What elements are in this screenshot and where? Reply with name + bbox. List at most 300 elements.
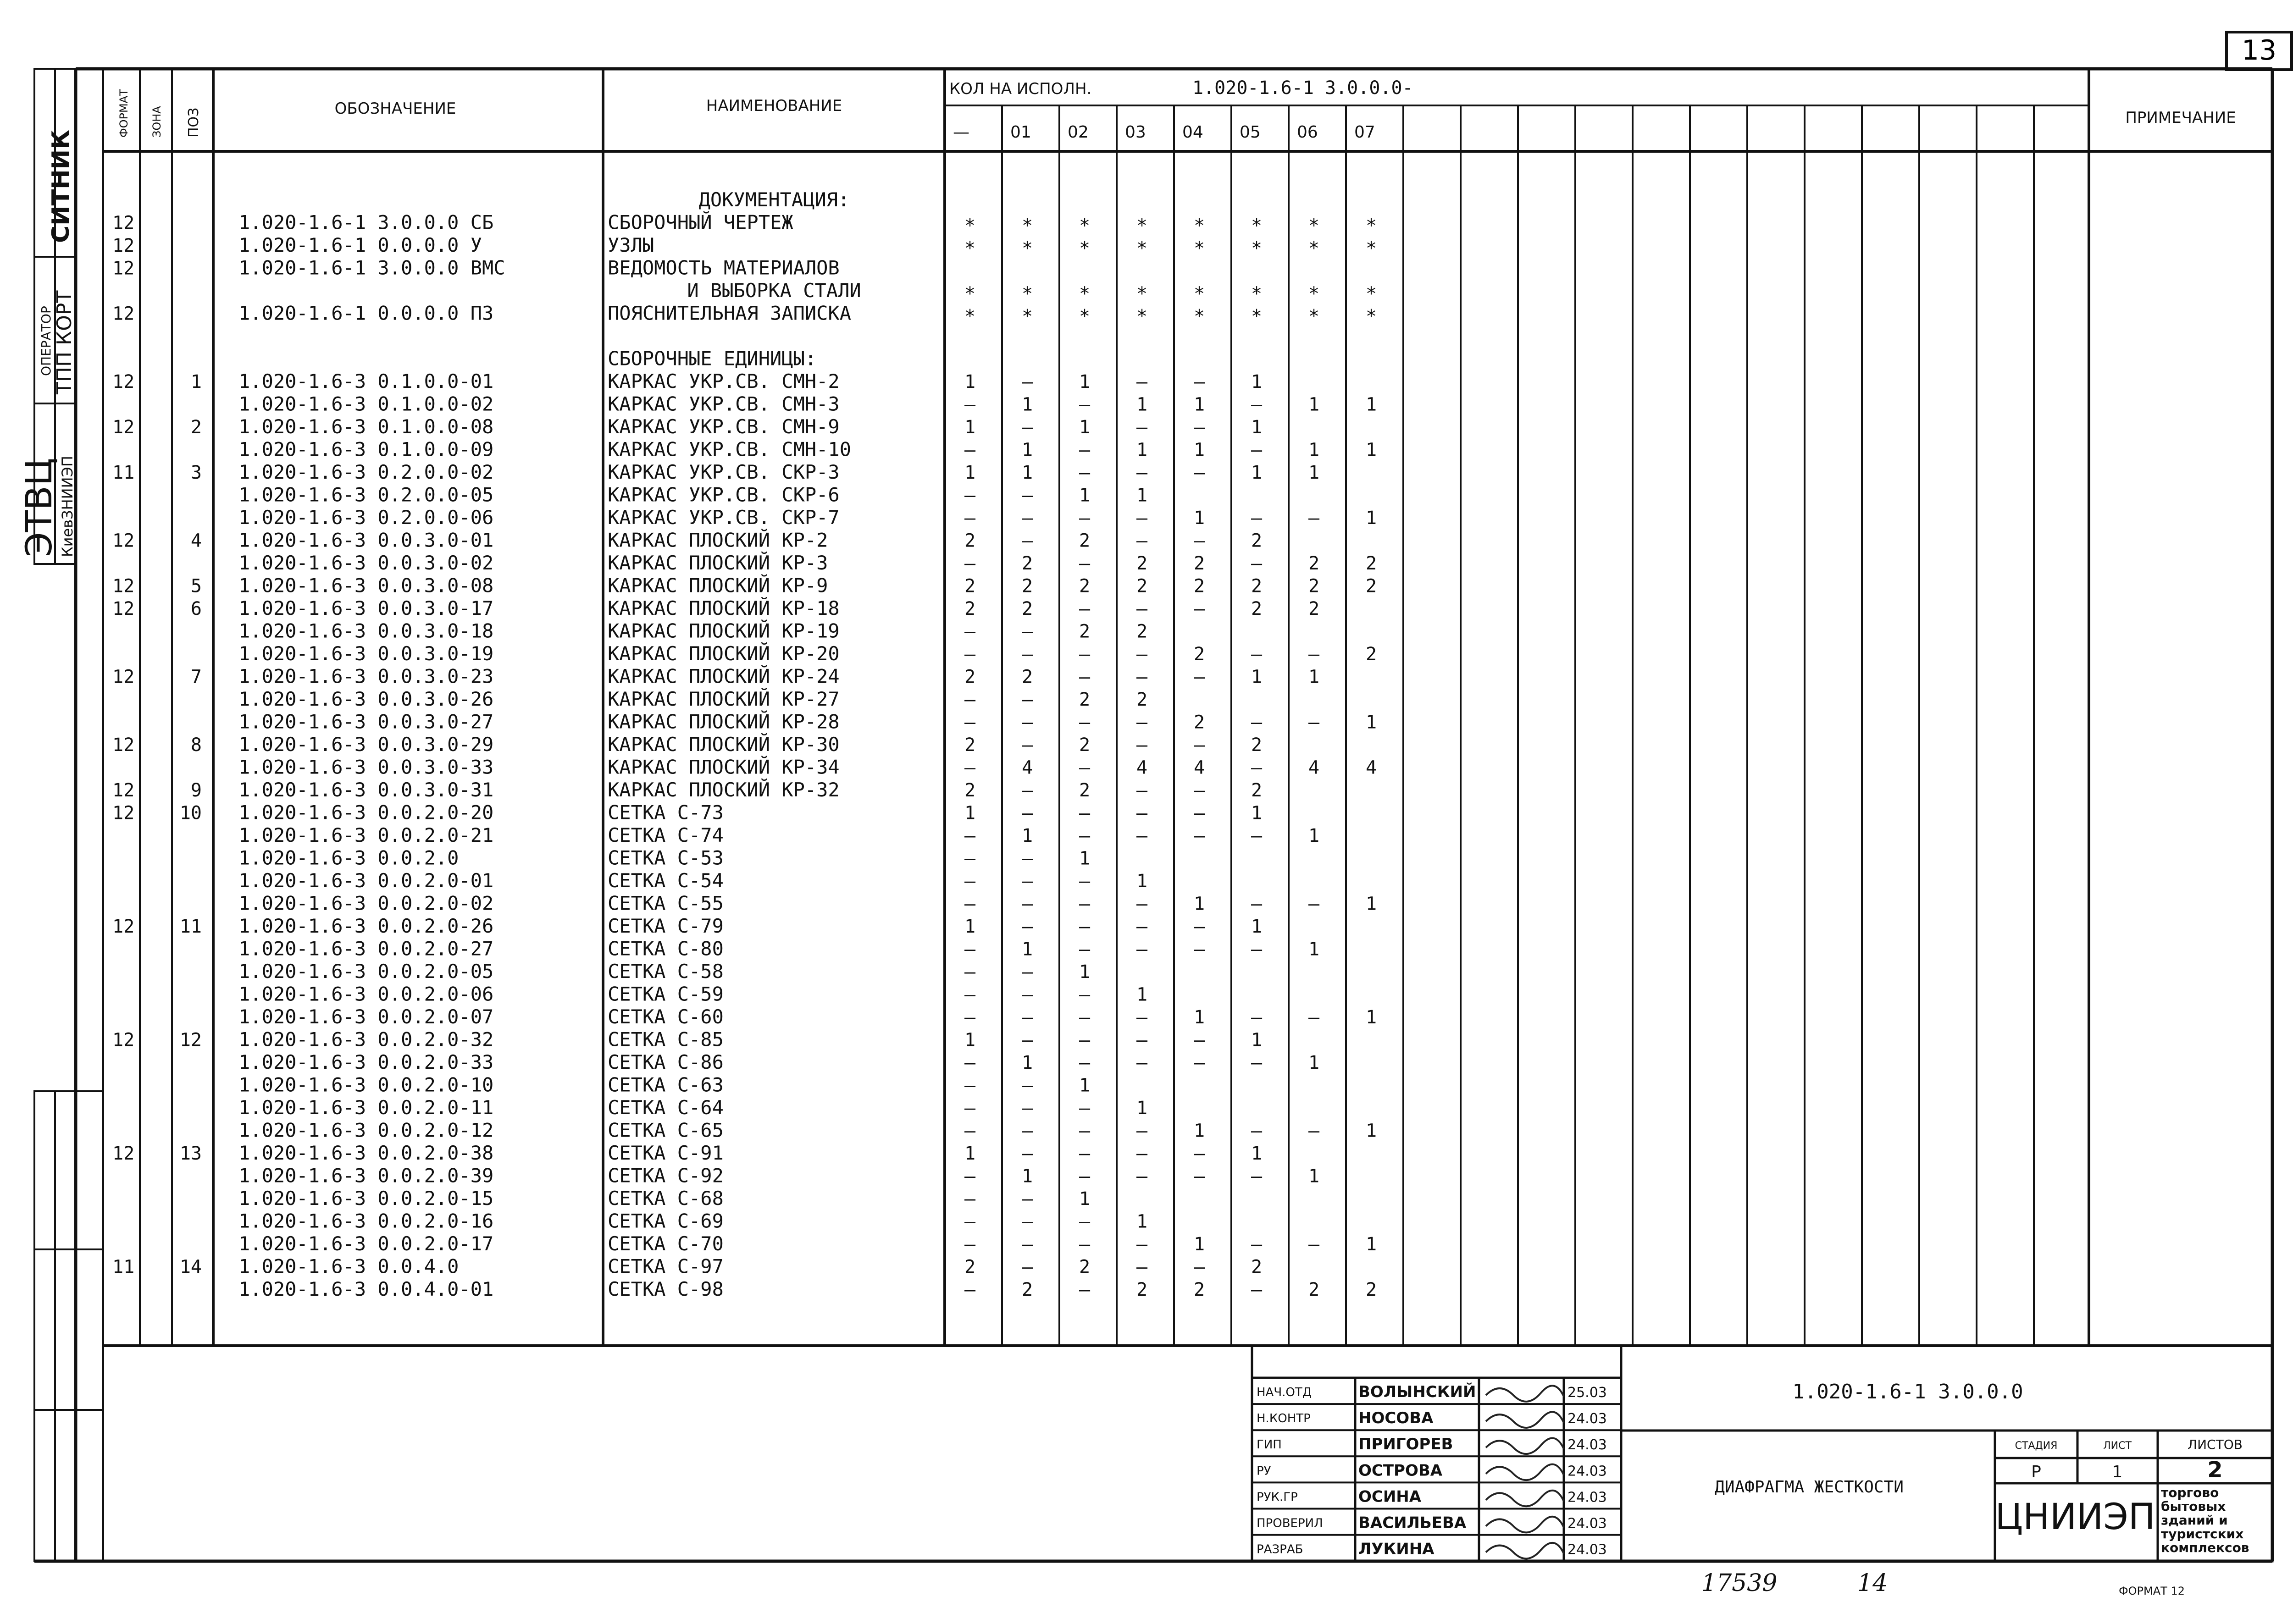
cell-name: СЕТКА С-86 (608, 1051, 724, 1073)
cell-qty: — (1021, 712, 1033, 733)
cell-qty: 1 (1136, 439, 1148, 461)
cell-qty: — (1136, 1120, 1148, 1142)
cell-qty: — (1136, 666, 1148, 688)
cell-qty: — (1136, 1234, 1148, 1255)
cell-qty: — (1079, 802, 1091, 824)
cell-qty: — (1021, 871, 1033, 892)
cell-format: 12 (112, 235, 135, 256)
cell-qty: — (1079, 1120, 1091, 1142)
cell-qty: — (1251, 1120, 1263, 1142)
cell-format: 11 (112, 462, 135, 483)
cell-qty: — (1136, 735, 1148, 756)
cell-qty: 1 (1079, 1075, 1091, 1096)
cell-designation: 1.020-1.6-3 0.0.3.0-33 (238, 756, 494, 779)
cell-qty: 2 (1193, 553, 1205, 574)
cell-pos: 10 (179, 802, 202, 824)
cell-qty: 1 (964, 1143, 976, 1164)
cell-format: 12 (112, 802, 135, 824)
cell-pos: 5 (190, 575, 202, 597)
signer-date: 24.03 (1567, 1515, 1607, 1532)
cell-qty: 2 (1251, 780, 1263, 801)
cell-designation: 1.020-1.6-1 0.0.0.0 У (238, 234, 482, 256)
cell-qty: — (1021, 735, 1033, 756)
cell-qty: — (1021, 1098, 1033, 1119)
header-format: ФОРМАТ (117, 89, 130, 138)
cell-name: КАРКАС УКР.СВ. СМН-3 (608, 392, 840, 415)
cell-qty: 2 (1136, 553, 1148, 574)
cell-qty: * (1365, 306, 1377, 327)
cell-qty: — (1079, 939, 1091, 960)
org-subtitle-line: комплексов (2161, 1540, 2249, 1555)
cell-qty: — (1136, 1052, 1148, 1073)
cell-name: ПОЯСНИТЕЛЬНАЯ ЗАПИСКА (608, 302, 852, 325)
cell-qty: 1 (1079, 371, 1091, 392)
cell-qty: — (1021, 780, 1033, 801)
cell-qty: — (1251, 1234, 1263, 1255)
header-qty-code: 1.020-1.6-1 3.0.0.0- (1192, 77, 1413, 99)
cell-qty: — (1251, 553, 1263, 574)
sheets-value: 2 (2207, 1457, 2223, 1483)
cell-qty: — (1021, 530, 1033, 552)
cell-format: 12 (112, 1029, 135, 1051)
cell-name: СЕТКА С-54 (608, 869, 724, 892)
cell-qty: * (1365, 215, 1377, 237)
cell-designation: 1.020-1.6-3 0.0.4.0 (238, 1255, 459, 1278)
cell-qty: — (1136, 371, 1148, 392)
table-row (112, 461, 1319, 483)
cell-qty: * (1308, 306, 1320, 327)
cell-format: 11 (112, 1256, 135, 1278)
cell-pos: 11 (179, 916, 202, 937)
cell-qty: 1 (964, 417, 976, 438)
cell-qty: 1 (964, 802, 976, 824)
cell-pos: 6 (190, 598, 202, 619)
cell-qty: — (964, 485, 976, 506)
cell-designation: 1.020-1.6-3 0.2.0.0-05 (238, 483, 494, 506)
cell-qty: 4 (1136, 757, 1148, 779)
cell-qty: 1 (1136, 871, 1148, 892)
cell-qty: * (1193, 306, 1205, 327)
cell-name: СБОРОЧНЫЕ ЕДИНИЦЫ: (608, 347, 817, 370)
format-label: ФОРМАТ 12 (2119, 1585, 2185, 1597)
doc-title: ДИАФРАГМА ЖЕСТКОСТИ (1715, 1478, 1904, 1497)
cell-qty: — (1021, 1029, 1033, 1051)
cell-designation: 1.020-1.6-3 0.0.2.0-39 (238, 1164, 494, 1187)
cell-qty: * (1251, 238, 1263, 259)
cell-pos: 12 (179, 1029, 202, 1051)
cell-designation: 1.020-1.6-3 0.0.2.0-26 (238, 915, 494, 937)
cell-qty: — (1193, 598, 1205, 619)
signer-date: 24.03 (1567, 1411, 1607, 1427)
cell-pos: 9 (190, 780, 202, 801)
cell-name: КАРКАС ПЛОСКИЙ КР-19 (608, 619, 840, 642)
cell-qty: * (1308, 283, 1320, 304)
cell-qty: 2 (1365, 575, 1377, 597)
cell-qty: 1 (1308, 462, 1320, 483)
cell-qty: 2 (1308, 1279, 1320, 1300)
cell-qty: 1 (1251, 666, 1263, 688)
cell-qty: 2 (964, 598, 976, 619)
cell-qty: 2 (1021, 553, 1033, 574)
cell-qty: 2 (1079, 780, 1091, 801)
signer-role: РУ (1257, 1464, 1271, 1478)
cell-qty: — (1079, 1029, 1091, 1051)
cell-designation: 1.020-1.6-3 0.0.2.0-20 (238, 801, 494, 824)
cell-qty: — (964, 1166, 976, 1187)
cell-name: СЕТКА С-92 (608, 1164, 724, 1187)
cell-qty: 1 (1365, 712, 1377, 733)
header-pos: ПОЗ (186, 107, 202, 138)
cell-name: КАРКАС ПЛОСКИЙ КР-24 (608, 665, 840, 688)
cell-qty: 1 (1365, 1007, 1377, 1028)
cell-qty: 2 (1136, 1279, 1148, 1300)
cell-name: КАРКАС ПЛОСКИЙ КР-28 (608, 710, 840, 733)
sheets-label: ЛИСТОВ (2188, 1437, 2243, 1452)
cell-format: 12 (112, 916, 135, 937)
cell-qty: — (1021, 1075, 1033, 1096)
cell-qty: — (1021, 1188, 1033, 1210)
cell-qty: 1 (964, 462, 976, 483)
cell-qty: 4 (1193, 757, 1205, 779)
cell-qty: 1 (1308, 666, 1320, 688)
cell-qty: 2 (1308, 553, 1320, 574)
cell-qty: — (964, 1120, 976, 1142)
variant-header: 02 (1068, 123, 1089, 142)
cell-qty: 2 (964, 1256, 976, 1278)
cell-designation: 1.020-1.6-3 0.0.2.0-27 (238, 937, 494, 960)
cell-designation: 1.020-1.6-3 0.0.3.0-08 (238, 574, 494, 597)
cell-qty: * (964, 306, 976, 327)
cell-designation: 1.020-1.6-3 0.0.2.0-06 (238, 983, 494, 1005)
cell-qty: — (964, 394, 976, 415)
cell-qty: — (1308, 1234, 1320, 1255)
cell-qty: — (1251, 893, 1263, 915)
stamp-etvc: ЭТВЦ (19, 458, 60, 557)
cell-qty: * (1079, 238, 1091, 259)
cell-name: СЕТКА С-58 (608, 960, 724, 983)
cell-qty: — (1079, 1007, 1091, 1028)
cell-designation: 1.020-1.6-3 0.0.3.0-31 (238, 779, 494, 801)
cell-qty: 2 (1021, 666, 1033, 688)
cell-qty: — (1136, 825, 1148, 846)
cell-qty: 1 (1193, 439, 1205, 461)
cell-qty: — (964, 1279, 976, 1300)
cell-name: СЕТКА С-97 (608, 1255, 724, 1278)
sheet-value: 1 (2112, 1463, 2123, 1481)
table-row (112, 597, 1319, 619)
cell-qty: — (964, 825, 976, 846)
cell-qty: — (1251, 825, 1263, 846)
variant-header: 07 (1354, 123, 1375, 142)
stage-value: Р (2031, 1463, 2041, 1481)
cell-pos: 7 (190, 666, 202, 688)
cell-qty: 2 (1136, 689, 1148, 710)
cell-qty: 2 (1079, 1256, 1091, 1278)
cell-qty: — (1021, 1234, 1033, 1255)
cell-qty: — (1021, 417, 1033, 438)
cell-qty: 2 (1365, 553, 1377, 574)
cell-qty: * (1079, 283, 1091, 304)
cell-qty: — (1136, 1143, 1148, 1164)
cell-qty: 2 (1079, 735, 1091, 756)
cell-qty: 1 (1251, 916, 1263, 937)
cell-qty: 1 (1365, 508, 1377, 529)
stage-label: СТАДИЯ (2015, 1440, 2058, 1452)
cell-qty: 4 (1021, 757, 1033, 779)
cell-name: СЕТКА С-60 (608, 1005, 724, 1028)
cell-qty: * (1193, 283, 1205, 304)
cell-qty: — (1193, 1143, 1205, 1164)
cell-qty: — (1079, 1098, 1091, 1119)
cell-qty: — (1136, 802, 1148, 824)
cell-qty: 2 (1308, 575, 1320, 597)
cell-qty: — (1193, 1256, 1205, 1278)
cell-qty: — (1193, 802, 1205, 824)
cell-qty: — (1308, 644, 1320, 665)
cell-qty: 1 (1193, 1234, 1205, 1255)
cell-format: 12 (112, 1143, 135, 1164)
cell-qty: — (964, 757, 976, 779)
sheet-number: 13 (2241, 34, 2277, 66)
cell-designation: 1.020-1.6-3 0.0.2.0-11 (238, 1096, 494, 1119)
cell-qty: — (1251, 939, 1263, 960)
cell-designation: 1.020-1.6-3 0.0.2.0-17 (238, 1232, 494, 1255)
cell-qty: — (1308, 1007, 1320, 1028)
signer-name: ОСТРОВА (1358, 1461, 1443, 1480)
cell-qty: 1 (1308, 1052, 1320, 1073)
cell-qty: * (1021, 215, 1033, 237)
signer-date: 24.03 (1567, 1489, 1607, 1506)
cell-qty: — (1193, 417, 1205, 438)
cell-qty: 1 (1193, 508, 1205, 529)
signer-date: 24.03 (1567, 1437, 1607, 1453)
cell-name: КАРКАС УКР.СВ. СКР-7 (608, 506, 840, 529)
cell-qty: 1 (964, 1029, 976, 1051)
cell-qty: — (1079, 1143, 1091, 1164)
cell-name: СЕТКА С-64 (608, 1096, 724, 1119)
cell-qty: 2 (1021, 598, 1033, 619)
cell-qty: — (964, 848, 976, 869)
cell-qty: 2 (964, 575, 976, 597)
table-row (112, 529, 1262, 552)
cell-qty: — (964, 689, 976, 710)
cell-name: КАРКАС УКР.СВ. СМН-10 (608, 438, 852, 461)
cell-format: 12 (112, 417, 135, 438)
cell-qty: — (1079, 984, 1091, 1005)
cell-qty: * (1021, 238, 1033, 259)
cell-qty: — (1193, 939, 1205, 960)
cell-qty: 1 (1021, 439, 1033, 461)
cell-name: КАРКАС ПЛОСКИЙ КР-34 (608, 756, 840, 779)
signer-role: РУК.ГР (1257, 1490, 1298, 1504)
cell-qty: — (1021, 508, 1033, 529)
cell-designation: 1.020-1.6-3 0.0.2.0-15 (238, 1187, 494, 1210)
cell-qty: — (1021, 371, 1033, 392)
cell-qty: * (964, 283, 976, 304)
cell-qty: — (1251, 757, 1263, 779)
cell-qty: — (964, 893, 976, 915)
cell-qty: 1 (1308, 825, 1320, 846)
cell-designation: 1.020-1.6-1 0.0.0.0 ПЗ (238, 302, 494, 325)
cell-qty: * (1193, 238, 1205, 259)
cell-name: КАРКАС ПЛОСКИЙ КР-3 (608, 552, 828, 574)
cell-designation: 1.020-1.6-3 0.0.3.0-01 (238, 529, 494, 552)
cell-qty: — (1251, 712, 1263, 733)
cell-qty: — (1021, 1256, 1033, 1278)
cell-qty: 1 (1136, 485, 1148, 506)
cell-designation: 1.020-1.6-3 0.1.0.0-02 (238, 392, 494, 415)
cell-qty: 1 (1079, 961, 1091, 983)
cell-designation: 1.020-1.6-3 0.0.2.0-32 (238, 1028, 494, 1051)
cell-designation: 1.020-1.6-3 0.0.2.0-38 (238, 1142, 494, 1164)
cell-qty: — (964, 1234, 976, 1255)
cell-name: СЕТКА С-79 (608, 915, 724, 937)
cell-pos: 3 (190, 462, 202, 483)
stamp-kievzniiep: КиевЗНИИЭП (59, 456, 76, 557)
table-row (112, 1028, 1262, 1051)
cell-qty: — (1308, 893, 1320, 915)
cell-qty: — (1079, 644, 1091, 665)
cell-designation: 1.020-1.6-3 0.0.3.0-23 (238, 665, 494, 688)
cell-qty: — (1193, 916, 1205, 937)
cell-qty: — (964, 553, 976, 574)
cell-qty: — (964, 1075, 976, 1096)
cell-format: 12 (112, 735, 135, 756)
cell-qty: * (1251, 215, 1263, 237)
cell-qty: — (1251, 508, 1263, 529)
doc-code: 1.020-1.6-1 3.0.0.0 (1792, 1380, 2023, 1403)
stamp-tpp-kort: ТПП КОРТ (53, 290, 76, 394)
cell-designation: 1.020-1.6-3 0.0.2.0-02 (238, 892, 494, 915)
cell-qty: — (1193, 825, 1205, 846)
cell-qty: * (1365, 238, 1377, 259)
variant-header: 04 (1182, 123, 1203, 142)
cell-name: КАРКАС УКР.СВ. СКР-3 (608, 461, 840, 483)
inventory-number: 17539 (1701, 1569, 1778, 1597)
cell-name: ВЕДОМОСТЬ МАТЕРИАЛОВ (608, 256, 840, 279)
cell-qty: 2 (1251, 530, 1263, 552)
cell-qty: — (1021, 1143, 1033, 1164)
cell-name: КАРКАС ПЛОСКИЙ КР-32 (608, 779, 840, 801)
cell-qty: 1 (1079, 1188, 1091, 1210)
cell-qty: * (1079, 306, 1091, 327)
header-designation: ОБОЗНАЧЕНИЕ (334, 99, 456, 118)
header-zone: ЗОНА (150, 106, 163, 138)
table-row (112, 370, 1262, 392)
cell-qty: — (1136, 644, 1148, 665)
cell-qty: 2 (964, 530, 976, 552)
cell-name: СЕТКА С-74 (608, 824, 724, 846)
signer-date: 25.03 (1567, 1385, 1607, 1401)
cell-pos: 4 (190, 530, 202, 552)
cell-qty: — (1079, 666, 1091, 688)
cell-designation: 1.020-1.6-3 0.0.2.0-16 (238, 1210, 494, 1232)
cell-qty: 2 (1079, 575, 1091, 597)
cell-designation: 1.020-1.6-3 0.0.3.0-19 (238, 642, 494, 665)
cell-format: 12 (112, 780, 135, 801)
cell-qty: — (1079, 893, 1091, 915)
table-row (112, 1142, 1262, 1164)
cell-qty: — (1079, 712, 1091, 733)
cell-name: СЕТКА С-53 (608, 846, 724, 869)
cell-qty: — (1193, 530, 1205, 552)
cell-name: КАРКАС ПЛОСКИЙ КР-27 (608, 688, 840, 710)
cell-format: 12 (112, 575, 135, 597)
cell-qty: * (1308, 238, 1320, 259)
cell-format: 12 (112, 530, 135, 552)
cell-qty: 1 (1021, 1052, 1033, 1073)
table-row (112, 915, 1262, 937)
cell-qty: 2 (1251, 575, 1263, 597)
cell-qty: 1 (1251, 371, 1263, 392)
cell-qty: — (1079, 1211, 1091, 1232)
cell-qty: — (1193, 780, 1205, 801)
cell-qty: 1 (1021, 1166, 1033, 1187)
cell-designation: 1.020-1.6-3 0.0.2.0-12 (238, 1119, 494, 1142)
cell-qty: 1 (1251, 462, 1263, 483)
cell-qty: — (1136, 462, 1148, 483)
cell-qty: 2 (1021, 575, 1033, 597)
cell-designation: 1.020-1.6-3 0.0.4.0-01 (238, 1278, 494, 1300)
cell-qty: — (1079, 462, 1091, 483)
cell-qty: — (1308, 1120, 1320, 1142)
stamp-operator: ОПЕРАТОР (39, 306, 54, 376)
cell-designation: 1.020-1.6-3 0.2.0.0-02 (238, 461, 494, 483)
cell-qty: — (1079, 394, 1091, 415)
org-subtitle-line: зданий и (2161, 1513, 2228, 1528)
cell-qty: 2 (1193, 644, 1205, 665)
cell-qty: * (1193, 215, 1205, 237)
table-row (112, 801, 1262, 824)
cell-qty: — (1251, 1166, 1263, 1187)
cell-qty: — (1136, 598, 1148, 619)
cell-name: СЕТКА С-98 (608, 1278, 724, 1300)
cell-designation: 1.020-1.6-3 0.0.2.0-07 (238, 1005, 494, 1028)
cell-qty: 1 (1021, 394, 1033, 415)
cell-pos: 1 (190, 371, 202, 392)
sheet-label: ЛИСТ (2103, 1440, 2132, 1452)
cell-format: 12 (112, 666, 135, 688)
cell-designation: 1.020-1.6-3 0.0.3.0-27 (238, 710, 494, 733)
table-row (608, 348, 816, 370)
cell-qty: — (1136, 417, 1148, 438)
table-row (112, 415, 1262, 438)
header-name: НАИМЕНОВАНИЕ (706, 97, 842, 115)
cell-name: КАРКАС ПЛОСКИЙ КР-9 (608, 574, 828, 597)
cell-qty: — (1021, 848, 1033, 869)
cell-qty: — (964, 644, 976, 665)
cell-qty: — (1021, 1211, 1033, 1232)
cell-qty: 2 (1079, 530, 1091, 552)
cell-qty: — (1193, 1052, 1205, 1073)
cell-qty: 1 (1308, 1166, 1320, 1187)
cell-qty: — (1308, 508, 1320, 529)
cell-qty: 1 (1079, 417, 1091, 438)
signer-name: ПРИГОРЕВ (1358, 1435, 1453, 1454)
cell-qty: — (964, 508, 976, 529)
cell-qty: 1 (1021, 462, 1033, 483)
cell-qty: — (1308, 712, 1320, 733)
cell-qty: 1 (1251, 1143, 1263, 1164)
cell-designation: 1.020-1.6-3 0.2.0.0-06 (238, 506, 494, 529)
signer-role: РАЗРАБ (1257, 1542, 1303, 1557)
cell-qty: 2 (1136, 621, 1148, 642)
variant-header: 01 (1010, 123, 1031, 142)
variant-header: 03 (1125, 123, 1146, 142)
cell-format: 12 (112, 371, 135, 392)
cell-qty: — (1079, 1279, 1091, 1300)
cell-designation: 1.020-1.6-1 3.0.0.0 ВМС (238, 256, 505, 279)
